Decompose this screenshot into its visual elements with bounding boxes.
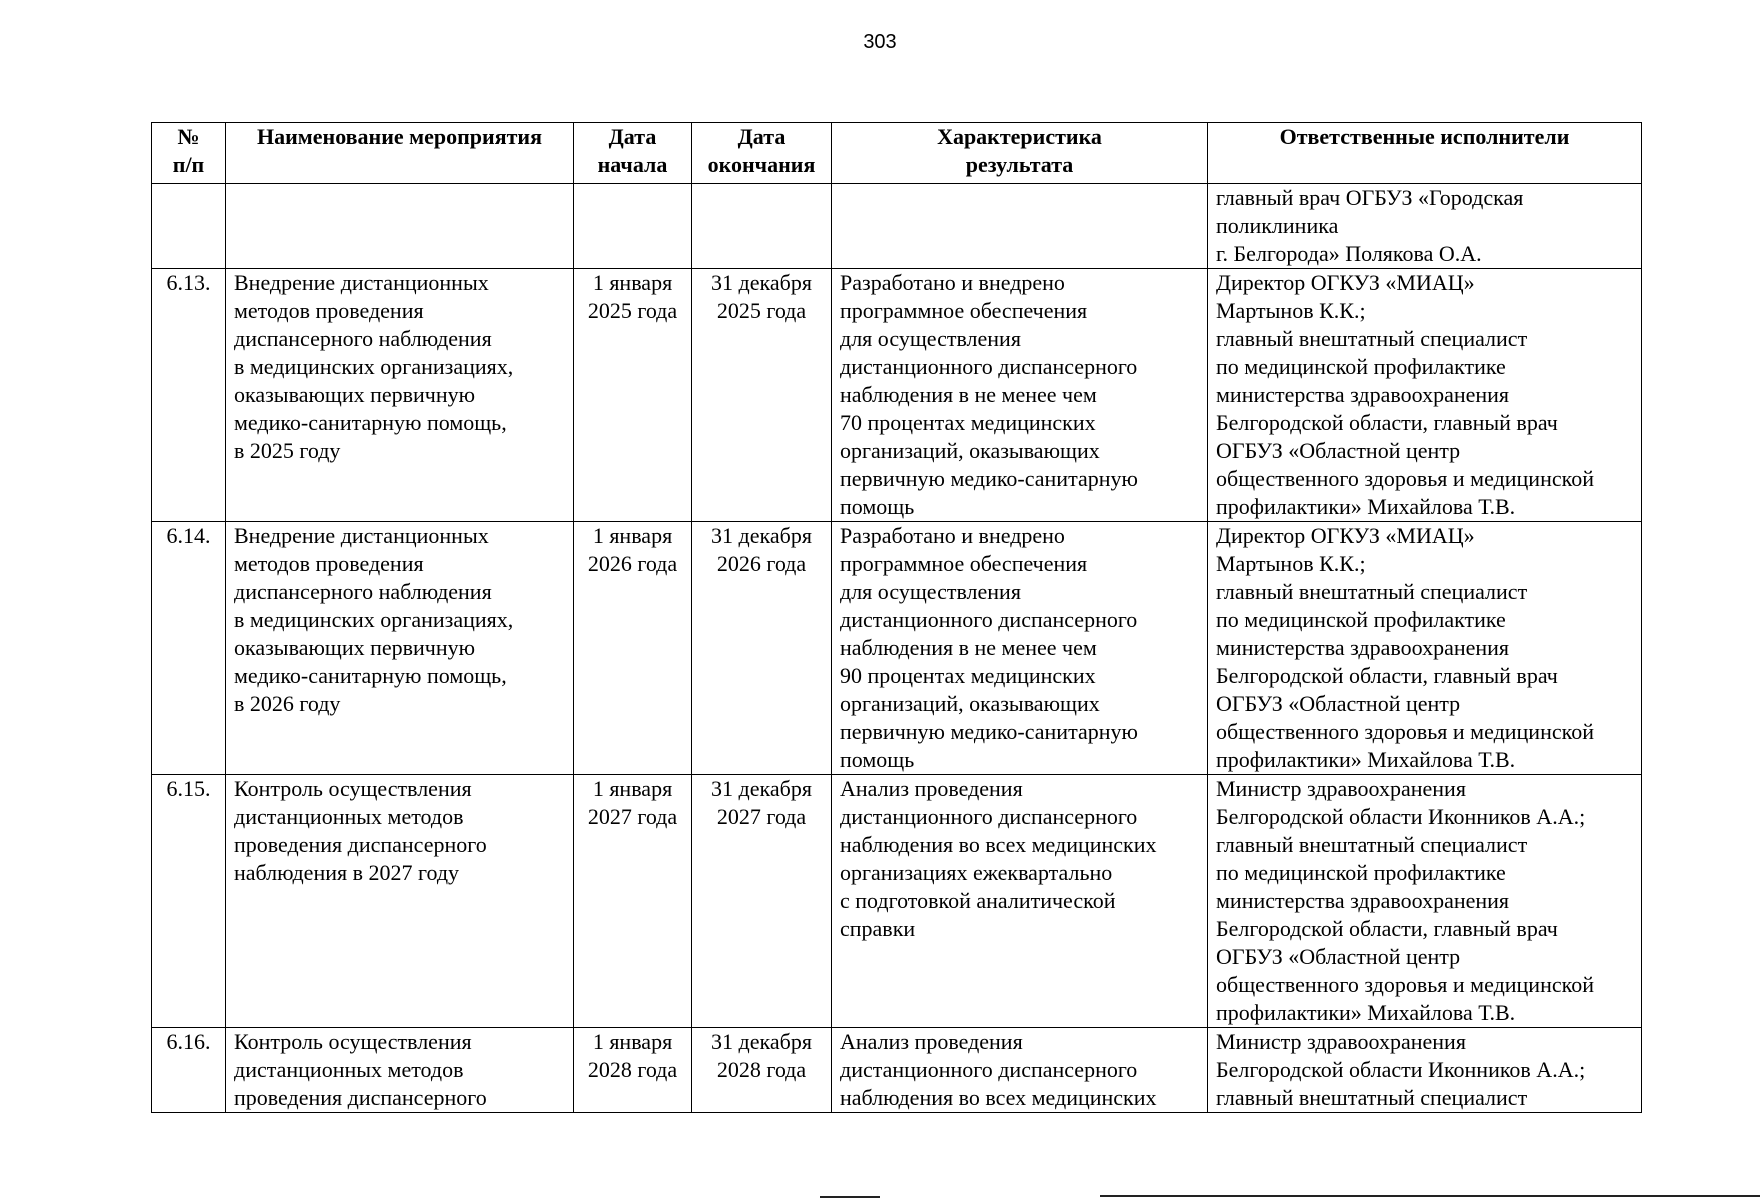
header-responsible-line: Ответственные исполнители [1279,124,1570,149]
responsible-executors-cell [1208,1028,1642,1113]
start-date-cell [574,184,692,269]
responsible-executors-cell [1208,775,1642,1028]
result-description-line: дистанционного диспансерного [840,354,1138,379]
activity-name-line: Контроль осуществления [234,1029,472,1054]
header-start-line: Дата [608,124,657,149]
responsible-executors-line: министерства здравоохранения [1216,635,1510,660]
result-description-line: дистанционного диспансерного [840,804,1138,829]
table-row [152,269,1642,522]
result-description-line: с подготовкой аналитической [840,888,1116,913]
table-row [152,184,1642,269]
result-description-line: первичную медико-санитарную [840,466,1138,491]
header-start-date [574,123,692,184]
end-date-line: 2027 года [716,804,807,829]
start-date-cell [574,522,692,775]
responsible-executors-line: Белгородской области Иконников А.А.; [1216,1057,1586,1082]
row-number-cell: 6.13. [152,269,226,522]
header-end-date [692,123,832,184]
start-date-line: 2025 года [587,298,678,323]
result-description-line: дистанционного диспансерного [840,1057,1138,1082]
header-result-line: результата [965,152,1074,177]
activity-name-line: оказывающих первичную [234,635,476,660]
activity-name-line: медико-санитарную помощь, [234,663,507,688]
responsible-executors-line: Директор ОГКУЗ «МИАЦ» [1216,270,1475,295]
responsible-executors-line: министерства здравоохранения [1216,888,1510,913]
responsible-executors-line: по медицинской профилактике [1216,354,1506,379]
responsible-executors-line: главный внештатный специалист [1216,579,1528,604]
activity-name-line: в медицинских организациях, [234,354,514,379]
responsible-executors-line: Белгородской области Иконников А.А.; [1216,804,1586,829]
table-row [152,1028,1642,1113]
result-description-cell [832,184,1208,269]
result-description-line: наблюдения во всех медицинских [840,832,1157,857]
header-result [832,123,1208,184]
end-date-line: 31 декабря [711,270,812,295]
end-date-line: 31 декабря [711,523,812,548]
responsible-executors-line: профилактики» Михайлова Т.В. [1216,1000,1516,1025]
activity-name-line: Контроль осуществления [234,776,472,801]
responsible-executors-line: поликлиника [1216,213,1339,238]
responsible-executors-line: Директор ОГКУЗ «МИАЦ» [1216,523,1475,548]
responsible-executors-cell [1208,184,1642,269]
result-description-line: Разработано и внедрено [840,523,1065,548]
end-date-cell [692,522,832,775]
responsible-executors-line: главный внештатный специалист [1216,1085,1528,1110]
result-description-cell [832,269,1208,522]
start-date-line: 1 января [592,1029,673,1054]
activity-name-line: оказывающих первичную [234,382,476,407]
end-date-line: 2026 года [716,551,807,576]
responsible-executors-line: главный врач ОГБУЗ «Городская [1216,185,1524,210]
responsible-executors-line: общественного здоровья и медицинской [1216,719,1594,744]
start-date-line: 1 января [592,776,673,801]
end-date-cell [692,775,832,1028]
activity-name-line: методов проведения [234,551,424,576]
activity-name-line: Внедрение дистанционных [234,270,489,295]
responsible-executors-line: Белгородской области, главный врач [1216,663,1558,688]
responsible-executors-line: министерства здравоохранения [1216,382,1510,407]
table-row [152,775,1642,1028]
result-description-line: для осуществления [840,579,1021,604]
table-header [152,123,1642,184]
result-description-line: организаций, оказывающих [840,438,1100,463]
responsible-executors-line: профилактики» Михайлова Т.В. [1216,747,1516,772]
result-description-line: программное обеспечения [840,551,1088,576]
activity-name-line: дистанционных методов [234,1057,464,1082]
responsible-executors-line: ОГБУЗ «Областной центр [1216,691,1461,716]
header-responsible [1208,123,1642,184]
end-date-line: 31 декабря [711,1029,812,1054]
header-name-line: Наименование мероприятия [256,124,543,149]
responsible-executors-line: профилактики» Михайлова Т.В. [1216,494,1516,519]
result-description-cell [832,775,1208,1028]
activity-name-line: диспансерного наблюдения [234,326,492,351]
start-date-line: 2028 года [587,1057,678,1082]
start-date-line: 1 января [592,523,673,548]
activity-name-cell [226,269,574,522]
activity-name-cell [226,184,574,269]
responsible-executors-line: главный внештатный специалист [1216,832,1528,857]
result-description-line: организациях ежеквартально [840,860,1113,885]
scan-artifact-line [1100,1195,1760,1197]
result-description-cell [832,522,1208,775]
result-description-line: 70 процентах медицинских [840,410,1096,435]
responsible-executors-line: Мартынов К.К.; [1216,298,1366,323]
result-description-line: наблюдения во всех медицинских [840,1085,1157,1110]
activity-name-line: проведения диспансерного [234,832,487,857]
responsible-executors-line: ОГБУЗ «Областной центр [1216,438,1461,463]
activity-name-line: дистанционных методов [234,804,464,829]
activity-name-cell [226,775,574,1028]
end-date-cell [692,184,832,269]
activity-name-line: медико-санитарную помощь, [234,410,507,435]
responsible-executors-line: общественного здоровья и медицинской [1216,972,1594,997]
page-number: 303 [863,31,897,53]
result-description-line: наблюдения в не менее чем [840,635,1097,660]
end-date-line: 31 декабря [711,776,812,801]
row-number-cell: 6.15. [152,775,226,1028]
header-end-line: Дата [737,124,786,149]
responsible-executors-line: Белгородской области, главный врач [1216,916,1558,941]
result-description-line: справки [840,916,916,941]
activity-name-cell [226,1028,574,1113]
responsible-executors-line: Министр здравоохранения [1216,776,1466,801]
activities-table [151,122,1642,1113]
result-description-line: дистанционного диспансерного [840,607,1138,632]
activity-name-line: Внедрение дистанционных [234,523,489,548]
start-date-cell [574,775,692,1028]
start-date-line: 1 января [592,270,673,295]
header-num-line: № [177,124,200,149]
result-description-line: 90 процентах медицинских [840,663,1096,688]
responsible-executors-line: Белгородской области, главный врач [1216,410,1558,435]
activity-name-line: в медицинских организациях, [234,607,514,632]
responsible-executors-line: Министр здравоохранения [1216,1029,1466,1054]
responsible-executors-line: по медицинской профилактике [1216,860,1506,885]
header-num [152,123,226,184]
result-description-line: программное обеспечения [840,298,1088,323]
result-description-cell [832,1028,1208,1113]
start-date-cell [574,1028,692,1113]
start-date-line: 2026 года [587,551,678,576]
start-date-line: 2027 года [587,804,678,829]
row-number-cell: 6.16. [152,1028,226,1113]
header-num-line: п/п [172,152,205,177]
row-number-cell: 6.14. [152,522,226,775]
scan-artifact-line [820,1196,880,1198]
table-row [152,522,1642,775]
header-result-line: Характеристика [937,124,1102,149]
result-description-line: помощь [840,747,915,772]
row-number-cell [152,184,226,269]
responsible-executors-line: ОГБУЗ «Областной центр [1216,944,1461,969]
header-end-line: окончания [707,152,816,177]
activity-name-line: наблюдения в 2027 году [234,860,460,885]
activity-name-line: проведения диспансерного [234,1085,487,1110]
result-description-line: помощь [840,494,915,519]
activity-name-cell [226,522,574,775]
start-date-cell [574,269,692,522]
header-start-line: начала [597,152,668,177]
activity-name-line: в 2025 году [234,438,341,463]
responsible-executors-line: по медицинской профилактике [1216,607,1506,632]
responsible-executors-cell [1208,269,1642,522]
end-date-cell [692,269,832,522]
end-date-line: 2025 года [716,298,807,323]
result-description-line: организаций, оказывающих [840,691,1100,716]
end-date-cell [692,1028,832,1113]
result-description-line: Анализ проведения [840,776,1023,801]
responsible-executors-line: г. Белгорода» Полякова О.А. [1216,241,1482,266]
result-description-line: наблюдения в не менее чем [840,382,1097,407]
result-description-line: первичную медико-санитарную [840,719,1138,744]
activity-name-line: методов проведения [234,298,424,323]
result-description-line: Анализ проведения [840,1029,1023,1054]
table-body [152,184,1642,1113]
result-description-line: Разработано и внедрено [840,270,1065,295]
activity-name-line: диспансерного наблюдения [234,579,492,604]
end-date-line: 2028 года [716,1057,807,1082]
responsible-executors-line: главный внештатный специалист [1216,326,1528,351]
result-description-line: для осуществления [840,326,1021,351]
responsible-executors-line: общественного здоровья и медицинской [1216,466,1594,491]
activity-name-line: в 2026 году [234,691,341,716]
responsible-executors-cell [1208,522,1642,775]
responsible-executors-line: Мартынов К.К.; [1216,551,1366,576]
header-name [226,123,574,184]
